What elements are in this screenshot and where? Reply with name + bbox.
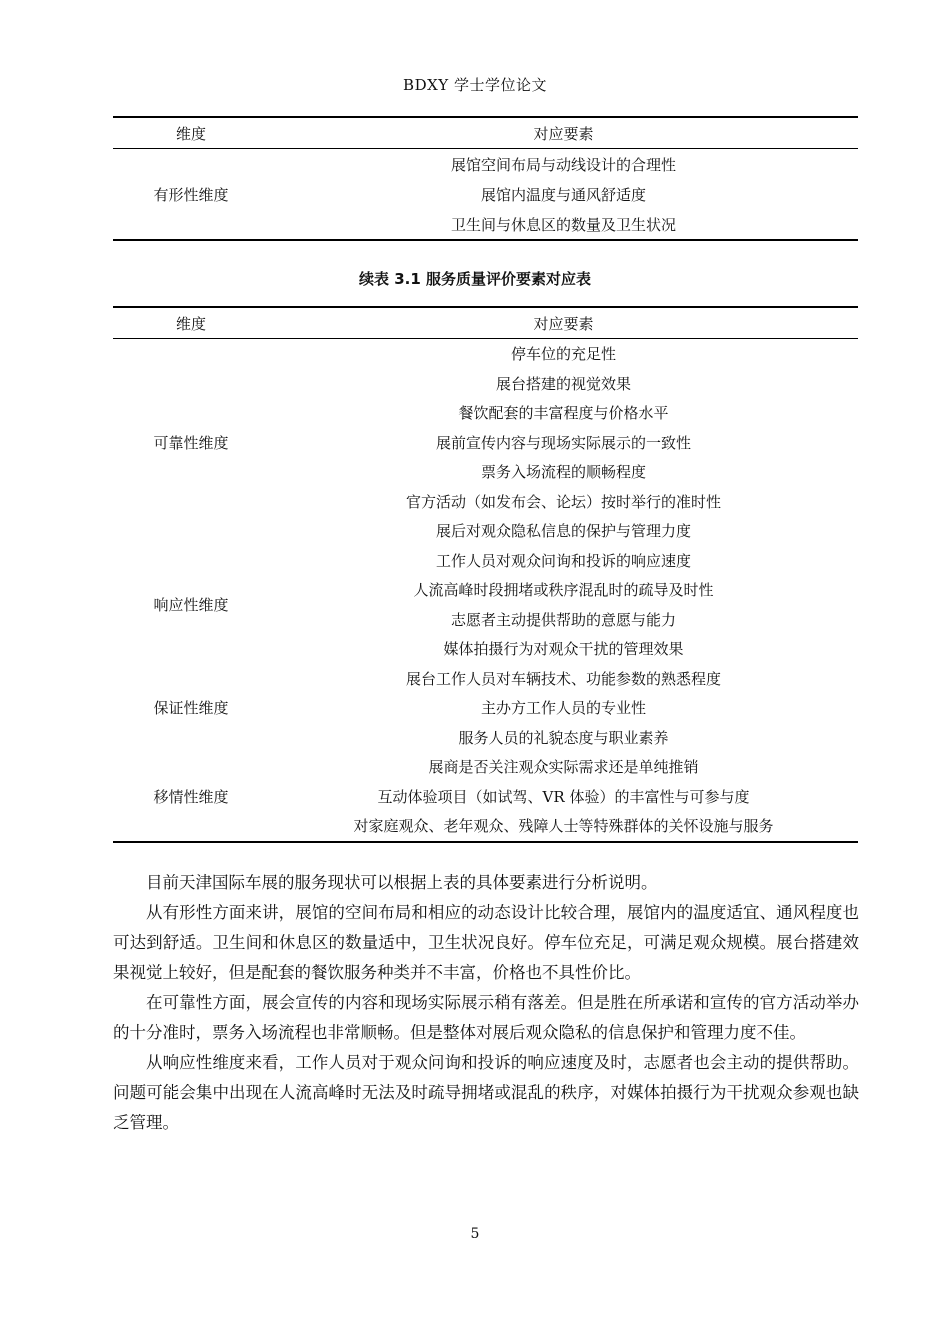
element-cell: 服务人员的礼貌态度与职业素养 <box>458 728 669 747</box>
column-header-elements: 对应要素 <box>269 117 858 149</box>
table-header-row <box>113 117 858 149</box>
element-cell: 展商是否关注观众实际需求还是单纯推销 <box>428 758 699 777</box>
table-header-row <box>113 307 858 339</box>
element-cell: 人流高峰时段拥堵或秩序混乱时的疏导及时性 <box>413 581 714 600</box>
paragraph: 在可靠性方面，展会宣传的内容和现场实际展示稍有落差。但是胜在所承诺和宣传的官方活动举办的十分准时，票务入场流程也非常顺畅。但是整体对展后观众隐私的信息保护和管理力度不佳。 <box>113 993 859 1042</box>
element-cell: 媒体拍摄行为对观众干扰的管理效果 <box>443 640 684 659</box>
page-header: BDXY 学士学位论文 <box>403 76 547 94</box>
element-cell: 展后对观众隐私信息的保护与管理力度 <box>435 522 691 541</box>
column-header-elements: 对应要素 <box>269 307 858 339</box>
element-cell: 主办方工作人员的专业性 <box>480 699 646 718</box>
page-number: 5 <box>470 1226 480 1242</box>
paragraph: 从响应性维度来看，工作人员对于观众问询和投诉的响应速度及时，志愿者也会主动的提供帮助。问题可能会集中出现在人流高峰时无法及时疏导拥堵或混乱的秩序，对媒体拍摄行为干扰观众参观也缺乏管理。 <box>113 1053 859 1132</box>
element-cell: 票务入场流程的顺畅程度 <box>480 463 646 482</box>
dimension-cell: 可靠性维度 <box>153 433 229 452</box>
service-quality-table <box>113 306 858 843</box>
element-cell: 工作人员对观众问询和投诉的响应速度 <box>435 551 691 570</box>
table-row <box>113 752 858 782</box>
element-cell: 互动体验项目（如试驾、VR 体验）的丰富性与可参与度 <box>377 787 750 806</box>
element-cell: 展台工作人员对车辆技术、功能参数的熟悉程度 <box>405 669 721 688</box>
element-cell: 卫生间与休息区的数量及卫生状况 <box>450 215 676 234</box>
column-header-dimension: 维度 <box>113 307 269 339</box>
dimension-cell: 有形性维度 <box>153 185 229 204</box>
table-caption: 续表 3.1 服务质量评价要素对应表 <box>358 270 592 288</box>
continued-table-top <box>113 116 858 241</box>
element-cell: 对家庭观众、老年观众、残障人士等特殊群体的关怀设施与服务 <box>353 817 774 836</box>
element-cell: 停车位的充足性 <box>510 345 616 364</box>
table-row <box>113 546 858 576</box>
dimension-cell: 保证性维度 <box>153 699 229 718</box>
table-row <box>113 664 858 694</box>
element-cell: 展馆内温度与通风舒适度 <box>480 185 646 204</box>
body-text <box>113 868 859 1138</box>
element-cell: 志愿者主动提供帮助的意愿与能力 <box>450 610 676 629</box>
element-cell: 展台搭建的视觉效果 <box>495 374 631 393</box>
element-cell: 展前宣传内容与现场实际展示的一致性 <box>435 433 691 452</box>
dimension-cell: 响应性维度 <box>153 596 229 614</box>
element-cell: 官方活动（如发布会、论坛）按时举行的准时性 <box>405 492 721 511</box>
column-header-dimension: 维度 <box>113 117 269 149</box>
element-cell: 餐饮配套的丰富程度与价格水平 <box>458 404 669 423</box>
dimension-cell: 移情性维度 <box>153 787 229 806</box>
paragraph: 从有形性方面来讲，展馆的空间布局和相应的动态设计比较合理，展馆内的温度适宜、通风程度也可达到舒适。卫生间和休息区的数量适中，卫生状况良好。停车位充足，可满足观众规模。展台搭建效果视觉上较好，但是配套的餐饮服务种类并不丰富，价格也不具性价比。 <box>113 903 859 982</box>
element-cell: 展馆空间布局与动线设计的合理性 <box>450 155 676 174</box>
table-row <box>113 339 858 369</box>
table-row <box>113 149 858 180</box>
paragraph: 目前天津国际车展的服务现状可以根据上表的具体要素进行分析说明。 <box>146 873 658 892</box>
